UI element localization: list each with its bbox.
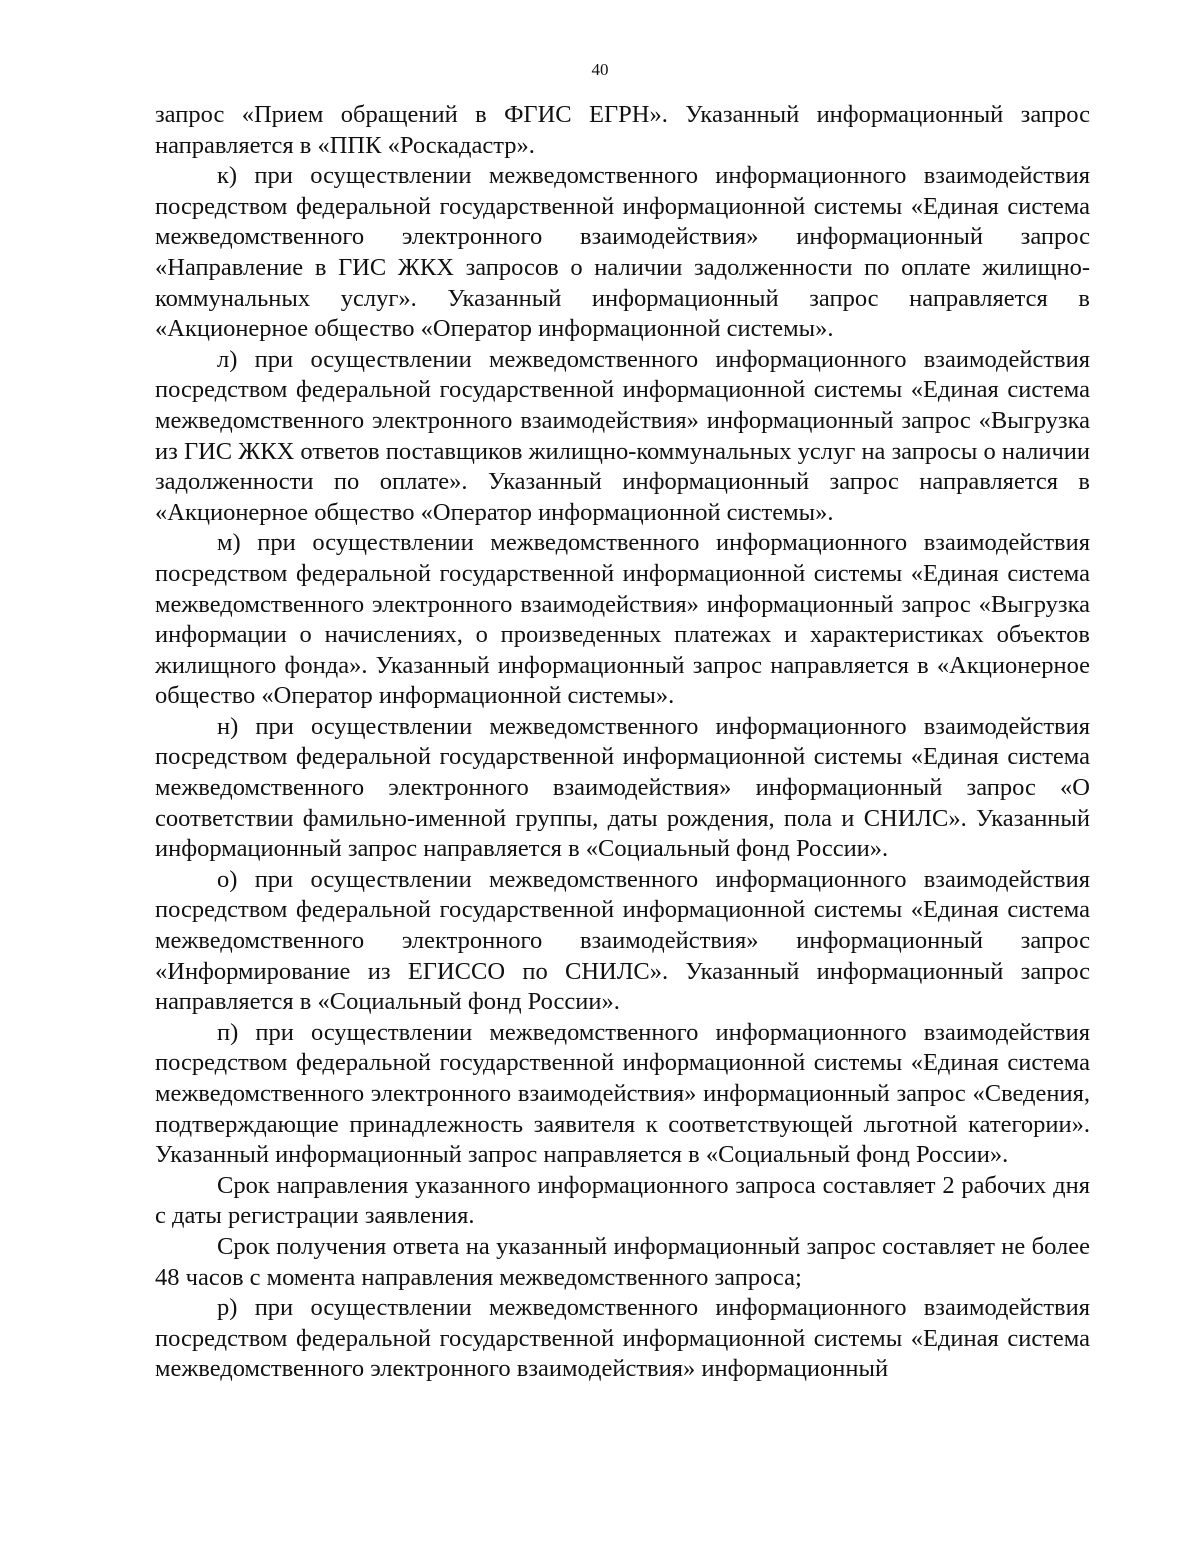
paragraph-request-deadline: Срок направления указанного информационного запроса составляет 2 рабочих дня с даты регистрации заявления. <box>155 1171 1090 1230</box>
paragraph-item-p: п) при осуществлении межведомственного информационного взаимодействия посредством федеральной государственной информационной системы «Единая система межведомственного электронного взаимодействия» информационный запрос «Сведения, подтверждающие принадлежность заявителя к соответствующей льготной категории». Указанный информационный запрос направляется в «Социальный фонд России». <box>155 1018 1090 1169</box>
page-number: 40 <box>591 60 609 79</box>
paragraph-item-l: л) при осуществлении межведомственного информационного взаимодействия посредством федеральной государственной информационной системы «Единая система межведомственного электронного взаимодействия» информационный запрос «Выгрузка из ГИС ЖКХ ответов поставщиков жилищно-коммунальных услуг на запросы о наличии задолженности по оплате». Указанный информационный запрос направляется в «Акционерное общество «Оператор информационной системы». <box>155 345 1090 526</box>
paragraph-continuation: запрос «Прием обращений в ФГИС ЕГРН». Указанный информационный запрос направляется в «ППК «Роскадастр». <box>155 101 1090 159</box>
paragraph-item-o: о) при осуществлении межведомственного информационного взаимодействия посредством федеральной государственной информационной системы «Единая система межведомственного электронного взаимодействия» информационный запрос «Информирование из ЕГИССО по СНИЛС». Указанный информационный запрос направляется в «Социальный фонд России». <box>155 865 1090 1016</box>
paragraph-item-n: н) при осуществлении межведомственного информационного взаимодействия посредством федеральной государственной информационной системы «Единая система межведомственного электронного взаимодействия» информационный запрос «О соответствии фамильно-именной группы, даты рождения, пола и СНИЛС». Указанный информационный запрос направляется в «Социальный фонд России». <box>155 712 1090 863</box>
document-body <box>155 100 1090 1385</box>
paragraph-response-deadline: Срок получения ответа на указанный информационный запрос составляет не более 48 часов с момента направления межведомственного запроса; <box>155 1232 1090 1291</box>
paragraph-item-r: р) при осуществлении межведомственного информационного взаимодействия посредством федеральной государственной информационной системы «Единая система межведомственного электронного взаимодействия» информационный <box>155 1294 1090 1383</box>
paragraph-item-k: к) при осуществлении межведомственного информационного взаимодействия посредством федеральной государственной информационной системы «Единая система межведомственного электронного взаимодействия» информационный запрос «Направление в ГИС ЖКХ запросов о наличии задолженности по оплате жилищно-коммунальных услуг». Указанный информационный запрос направляется в «Акционерное общество «Оператор информационной системы». <box>155 162 1090 343</box>
paragraph-item-m: м) при осуществлении межведомственного информационного взаимодействия посредством федеральной государственной информационной системы «Единая система межведомственного электронного взаимодействия» информационный запрос «Выгрузка информации о начислениях, о произведенных платежах и характеристиках объектов жилищного фонда». Указанный информационный запрос направляется в «Акционерное общество «Оператор информационной системы». <box>155 529 1090 710</box>
